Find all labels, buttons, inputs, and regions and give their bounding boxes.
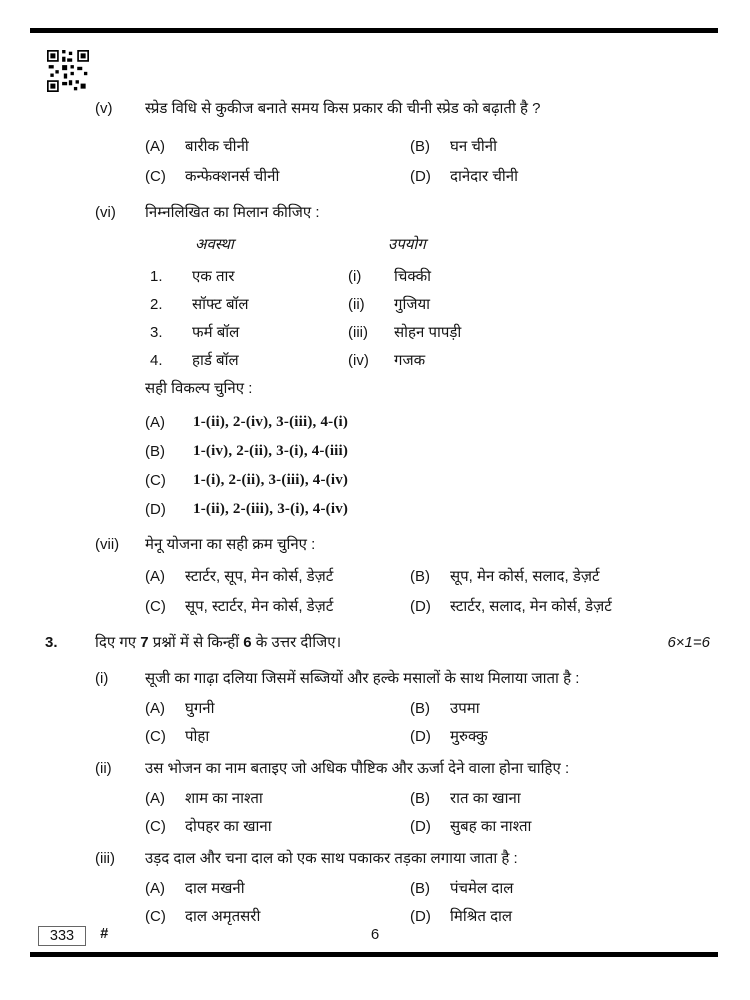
options-grid <box>145 136 710 188</box>
question-label: (vi) <box>95 204 116 221</box>
marks-scheme: 6×1=6 <box>667 634 710 651</box>
match-use: सोहन पापड़ी <box>394 324 462 341</box>
option <box>410 726 710 748</box>
option-label: (C) <box>145 598 166 615</box>
option <box>145 408 750 437</box>
option-label: (B) <box>410 880 430 897</box>
option-label: (D) <box>410 728 431 745</box>
option-text: दाल मखनी <box>185 880 245 897</box>
match-use: चिक्की <box>394 268 431 285</box>
hash-mark: # <box>100 926 109 942</box>
option <box>145 166 410 188</box>
top-rule <box>30 28 718 33</box>
match-left-header: अवस्था <box>195 236 234 253</box>
option-text: दाल अमृतसरी <box>185 908 261 925</box>
option-text: उपमा <box>450 700 480 717</box>
question-vii <box>0 534 750 618</box>
option <box>410 816 710 838</box>
option <box>410 698 710 720</box>
choose-option-text: सही विकल्प चुनिए : <box>145 380 253 397</box>
question-3-i <box>0 668 750 748</box>
match-state: सॉफ्ट बॉल <box>192 296 249 313</box>
question-text: उस भोजन का नाम बताइए जो अधिक पौष्टिक और ऊर्जा देने वाला होना चाहिए : <box>145 760 570 777</box>
match-row <box>150 346 710 374</box>
option-text: 1-(ii), 2-(iii), 3-(i), 4-(iv) <box>193 501 349 517</box>
match-right-header: उपयोग <box>388 236 426 253</box>
option-label: (C) <box>145 818 166 835</box>
match-column-headers <box>0 234 750 262</box>
option-text: पोहा <box>185 728 210 745</box>
match-row <box>150 318 710 346</box>
options-grid <box>145 698 710 748</box>
option-text: शाम का नाश्ता <box>185 790 263 807</box>
option-text: घन चीनी <box>450 138 497 155</box>
question-label: (iii) <box>95 850 115 867</box>
option <box>410 566 710 588</box>
option-label: (B) <box>410 700 430 717</box>
question-text: मेनू योजना का सही क्रम चुनिए : <box>145 536 316 553</box>
option-label: (D) <box>410 168 431 185</box>
option <box>145 788 410 810</box>
option <box>145 816 410 838</box>
match-number: 2. <box>150 295 163 313</box>
option <box>145 437 750 466</box>
option-text: दानेदार चीनी <box>450 168 518 185</box>
option <box>410 136 710 158</box>
option <box>145 698 410 720</box>
option <box>145 566 410 588</box>
option-label: (D) <box>145 501 166 518</box>
option <box>145 726 410 748</box>
option-label: (C) <box>145 728 166 745</box>
question-text <box>95 632 667 654</box>
match-number: 4. <box>150 351 163 369</box>
match-row <box>150 262 710 290</box>
option-text: 1-(i), 2-(ii), 3-(iii), 4-(iv) <box>193 472 349 488</box>
option <box>410 878 710 900</box>
qr-code <box>47 50 89 92</box>
option-text: पंचमेल दाल <box>450 880 514 897</box>
question-text-part: के उत्तर दीजिए। <box>251 634 342 651</box>
question-text-part: दिए गए <box>95 634 141 651</box>
question-label: (i) <box>95 670 109 687</box>
question-vi <box>0 202 750 524</box>
option <box>145 466 750 495</box>
option-text: 1-(iv), 2-(ii), 3-(i), 4-(iii) <box>193 443 349 459</box>
option-label: (B) <box>410 790 430 807</box>
paper-content <box>0 98 750 938</box>
option <box>145 136 410 158</box>
match-use: गजक <box>394 352 426 369</box>
question-text: सूजी का गाढ़ा दलिया जिसमें सब्जियों और हल्के मसालों के साथ मिलाया जाता है : <box>145 670 580 687</box>
option <box>410 596 710 618</box>
option-text: मुरुक्कु <box>450 728 488 745</box>
question-text-bold: 7 <box>140 634 149 651</box>
match-roman: (iii) <box>348 323 368 341</box>
option-label: (B) <box>145 443 165 460</box>
option <box>145 906 410 928</box>
question-text: उड़द दाल और चना दाल को एक साथ पकाकर तड़का लगाया जाता है : <box>145 850 518 867</box>
options-grid <box>145 878 710 928</box>
option-label: (C) <box>145 168 166 185</box>
match-number: 3. <box>150 323 163 341</box>
match-row <box>150 290 710 318</box>
option-label: (D) <box>410 818 431 835</box>
option-label: (A) <box>145 880 165 897</box>
question-text: स्प्रेड विधि से कुकीज बनाते समय किस प्रकार की चीनी स्प्रेड को बढ़ाती है ? <box>145 100 541 117</box>
paper-code: 333 <box>38 926 86 946</box>
option-label: (A) <box>145 138 165 155</box>
options-grid <box>145 788 710 838</box>
question-label: (vii) <box>95 536 120 553</box>
match-state: एक तार <box>192 268 235 285</box>
option-text: घुगनी <box>185 700 215 717</box>
question-3-ii <box>0 758 750 838</box>
option-text: सुबह का नाश्ता <box>450 818 532 835</box>
option <box>410 906 710 928</box>
option <box>145 596 410 618</box>
question-text-part: प्रश्नों में से किन्हीं <box>148 634 244 651</box>
option-text: सूप, मेन कोर्स, सलाद, डेज़र्ट <box>450 568 600 585</box>
page-number: 6 <box>370 926 380 943</box>
option-text: स्टार्टर, सूप, मेन कोर्स, डेज़र्ट <box>185 568 334 585</box>
option-text: रात का खाना <box>450 790 521 807</box>
match-roman: (i) <box>348 267 362 285</box>
question-text-bold: 6 <box>243 634 252 651</box>
match-state: फर्म बॉल <box>192 324 240 341</box>
match-roman: (ii) <box>348 295 365 313</box>
option-label: (C) <box>145 472 166 489</box>
option-text: मिश्रित दाल <box>450 908 513 925</box>
option-text: दोपहर का खाना <box>185 818 272 835</box>
match-number: 1. <box>150 267 163 285</box>
question-label: (ii) <box>95 760 112 777</box>
question-text: निम्नलिखित का मिलान कीजिए : <box>145 204 320 221</box>
option <box>145 878 410 900</box>
question-v <box>0 98 750 188</box>
option-text: कन्फेक्शनर्स चीनी <box>185 168 280 185</box>
option-label: (A) <box>145 790 165 807</box>
match-roman: (iv) <box>348 351 369 369</box>
match-state: हार्ड बॉल <box>192 352 239 369</box>
option <box>410 788 710 810</box>
options-grid <box>145 566 710 618</box>
option-label: (C) <box>145 908 166 925</box>
option-label: (B) <box>410 568 430 585</box>
bottom-rule <box>30 952 718 957</box>
question-label: (v) <box>95 100 113 117</box>
option-label: (A) <box>145 414 165 431</box>
match-use: गुजिया <box>394 296 431 313</box>
option-label: (A) <box>145 568 165 585</box>
option-label: (D) <box>410 908 431 925</box>
option-label: (B) <box>410 138 430 155</box>
option <box>145 495 750 524</box>
match-table <box>0 262 750 374</box>
option-text: 1-(ii), 2-(iv), 3-(iii), 4-(i) <box>193 414 349 430</box>
option-text: सूप, स्टार्टर, मेन कोर्स, डेज़र्ट <box>185 598 334 615</box>
answer-options <box>0 408 750 524</box>
option-label: (D) <box>410 598 431 615</box>
footer <box>0 926 750 948</box>
option-label: (A) <box>145 700 165 717</box>
question-3-iii <box>0 848 750 928</box>
option <box>410 166 710 188</box>
question-number: 3. <box>45 634 58 651</box>
question-3-heading <box>45 632 710 654</box>
option-text: बारीक चीनी <box>185 138 249 155</box>
option-text: स्टार्टर, सलाद, मेन कोर्स, डेज़र्ट <box>450 598 612 615</box>
